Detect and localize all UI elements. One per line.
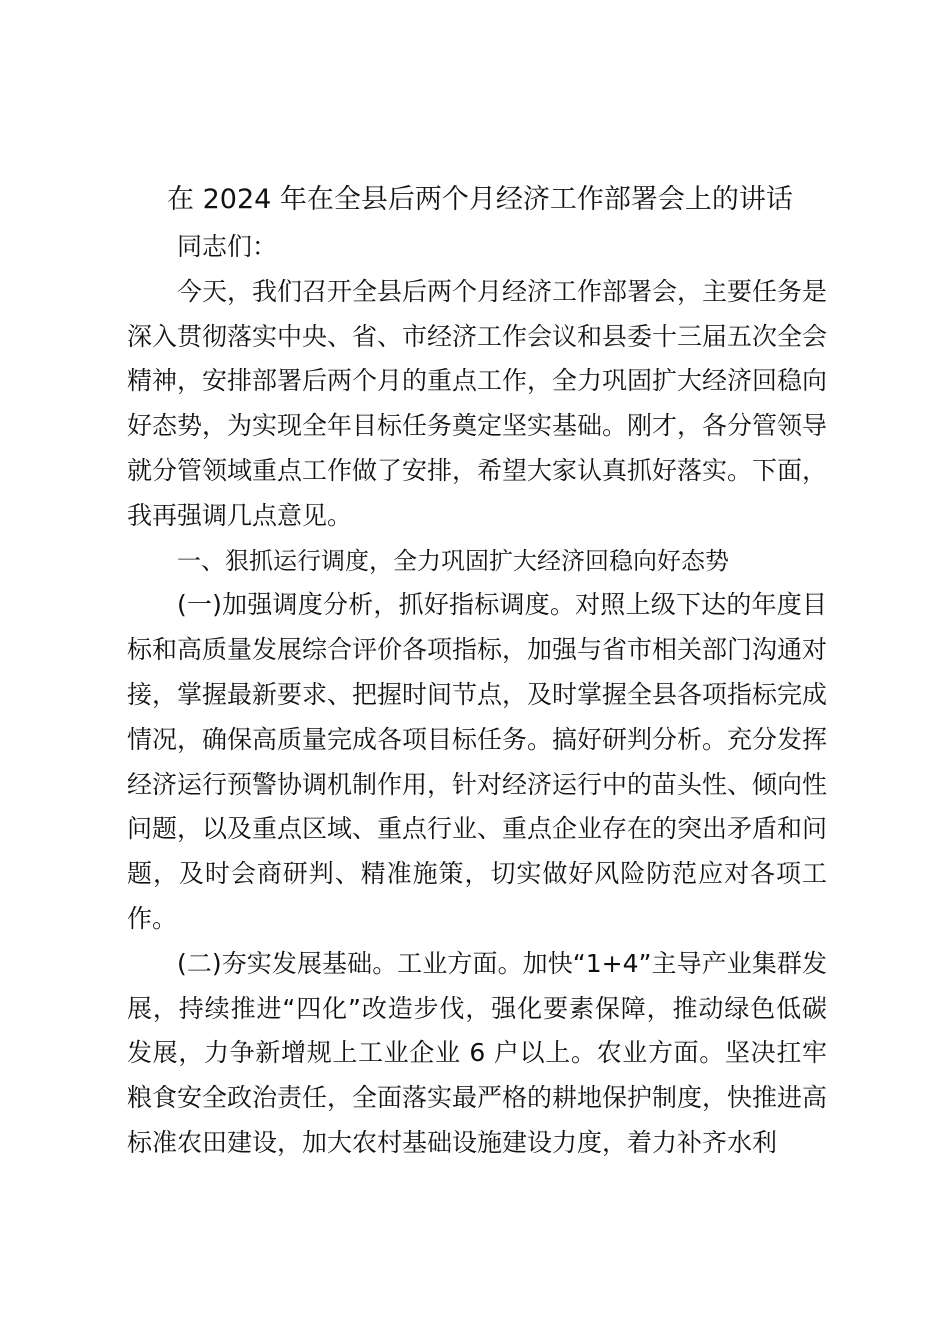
document-body xyxy=(127,225,827,1166)
paragraph-intro: 今天，我们召开全县后两个月经济工作部署会，主要任务是深入贯彻落实中央、省、市经济工作会议和县委十三届五次全会精神，安排部署后两个月的重点工作，全力巩固扩大经济回稳向好态势，为实现全年目标任务奠定坚实基础。刚才，各分管领导就分管领域重点工作做了安排，希望大家认真抓好落实。下面，我再强调几点意见。 xyxy=(127,276,828,530)
paragraph-subsection-2: (二)夯实发展基础。工业方面。加快“1+4”主导产业集群发展，持续推进“四化”改造步伐，强化要素保障，推动绿色低碳发展，力争新增规上工业企业 6 户以上。农业方面。坚决扛牢粮食安全政治责任，全面落实最严格的耕地保护制度，快推进高标准农田建设，加大农村基础设施建设力度，着力补齐水利 xyxy=(127,948,828,1157)
salutation: 同志们： xyxy=(177,232,278,261)
paragraph-subsection-1: (一)加强调度分析，抓好指标调度。对照上级下达的年度目标和高质量发展综合评价各项指标，加强与省市相关部门沟通对接，掌握最新要求、把握时间节点，及时掌握全县各项指标完成情况，确保高质量完成各项目标任务。搞好研判分析。充分发挥经济运行预警协调机制作用，针对经济运行中的苗头性、倾向性问题，以及重点区域、重点行业、重点企业存在的突出矛盾和问题，及时会商研判、精准施策，切实做好风险防范应对各项工作。 xyxy=(127,590,828,933)
document-title: 在 2024 年在全县后两个月经济工作部署会上的讲话 xyxy=(167,184,793,215)
section-heading-1: 一、狠抓运行调度，全力巩固扩大经济回稳向好态势 xyxy=(177,546,729,575)
